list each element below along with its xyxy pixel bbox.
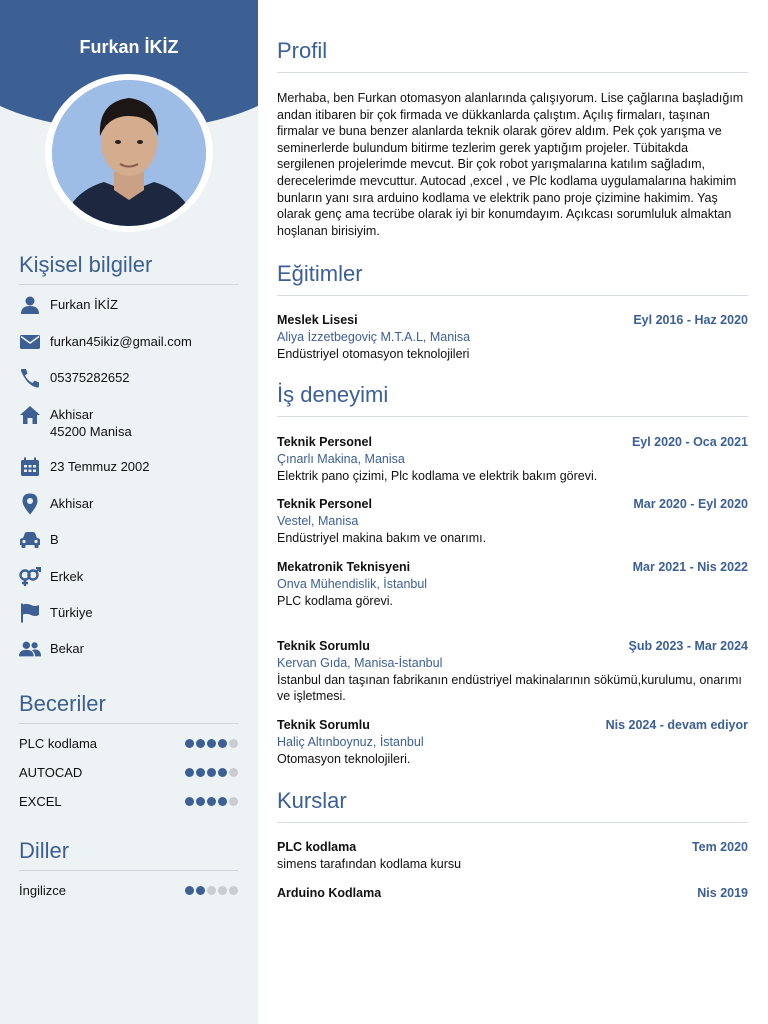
profile-photo (52, 80, 206, 226)
skill-row: AUTOCAD (19, 765, 238, 780)
education-entry: Meslek Lisesi Eyl 2016 - Haz 2020 Aliya İzzetbegoviç M.T.A.L, Manisa Endüstriyel otomasyon teknolojileri (277, 313, 748, 361)
personal-info-list (19, 294, 238, 674)
courses-title: Kurslar (277, 788, 748, 823)
rating-dot-empty (229, 797, 238, 806)
language-rating (185, 886, 238, 895)
mail-icon (19, 331, 41, 353)
rating-dot-empty (229, 768, 238, 777)
info-row-birthdate: 23 Temmuz 2002 (19, 456, 150, 478)
rating-dot-empty (229, 886, 238, 895)
home-icon (19, 404, 41, 426)
skill-rating (185, 768, 238, 777)
sidebar (0, 0, 258, 1024)
profile-title: Profil (277, 38, 748, 73)
flag-icon (19, 602, 41, 624)
info-row-nationality: Türkiye (19, 602, 93, 624)
info-row-marital-status: Bekar (19, 638, 84, 660)
people-icon (19, 638, 41, 660)
experience-entry: Teknik Sorumlu Nis 2024 - devam ediyor Haliç Altınboynuz, İstanbul Otomasyon teknolojileri. (277, 718, 748, 766)
experience-entry: Teknik Sorumlu Şub 2023 - Mar 2024 Kervan Gıda, Manisa-İstanbul İstanbul dan taşınan fabrikanın endüstriyel makinalarının sökümü,kurulumu, onarımı ve işletmesi. (277, 639, 748, 704)
rating-dot-filled (185, 768, 194, 777)
rating-dot-empty (207, 886, 216, 895)
rating-dot-filled (218, 739, 227, 748)
rating-dot-filled (218, 768, 227, 777)
languages-list (19, 883, 238, 913)
rating-dot-filled (185, 797, 194, 806)
personal-info-title: Kişisel bilgiler (19, 252, 238, 285)
rating-dot-filled (185, 739, 194, 748)
calendar-icon (19, 456, 41, 478)
skills-list (19, 736, 238, 826)
info-row-license: B (19, 529, 59, 551)
gender-icon (19, 566, 41, 588)
location-pin-icon (19, 493, 41, 515)
language-row: İngilizce (19, 883, 238, 898)
car-icon (19, 529, 41, 551)
rating-dot-empty (218, 886, 227, 895)
skills-section (19, 691, 238, 724)
rating-dot-filled (185, 886, 194, 895)
experience-title: İş deneyimi (277, 382, 748, 417)
skill-row: PLC kodlama (19, 736, 238, 751)
info-row-address: Akhisar 45200 Manisa (19, 404, 132, 440)
candidate-name: Furkan İKİZ (79, 37, 179, 57)
info-row-name: Furkan İKİZ (19, 294, 118, 316)
skill-rating (185, 797, 238, 806)
rating-dot-filled (196, 768, 205, 777)
rating-dot-filled (196, 886, 205, 895)
info-row-phone: 05375282652 (19, 367, 130, 389)
rating-dot-filled (196, 797, 205, 806)
info-row-gender: Erkek (19, 566, 83, 588)
phone-icon (19, 367, 41, 389)
experience-entry: Teknik Personel Mar 2020 - Eyl 2020 Vestel, Manisa Endüstriyel makina bakım ve onarımı. (277, 497, 748, 545)
rating-dot-filled (207, 768, 216, 777)
rating-dot-filled (207, 739, 216, 748)
rating-dot-filled (207, 797, 216, 806)
skill-rating (185, 739, 238, 748)
personal-info-section (19, 252, 238, 285)
education-title: Eğitimler (277, 261, 748, 296)
skills-title: Beceriler (19, 691, 238, 724)
skill-row: EXCEL (19, 794, 238, 809)
rating-dot-filled (218, 797, 227, 806)
info-row-email: furkan45ikiz@gmail.com (19, 331, 192, 353)
course-entry: PLC kodlama Tem 2020 simens tarafından kodlama kursu (277, 840, 748, 871)
languages-section (19, 838, 238, 871)
info-row-birthplace: Akhisar (19, 493, 93, 515)
course-entry: Arduino Kodlama Nis 2019 (277, 886, 748, 900)
rating-dot-empty (229, 739, 238, 748)
languages-title: Diller (19, 838, 238, 871)
profile-text: Merhaba, ben Furkan otomasyon alanlarında çalışıyorum. Lise çağlarına başladığım andan itibaren bir çok firmada ve dükkanlarda çalıştım. Açılış firmaları, taşınan firmalar ve buna benzer alanlarda teknik olarak görev aldım. Pek çok yarışma ve seminerlerde bulundum bitirme tezlerim gerek yaptığım projeler. Tübitakda sergilenen projelerimde mevcut. Bir çok robot yarışmalarına katılım sağladım, derecelerimde mevcuttur. Autocad ,excel , ve Plc kodlama uygulamalarına hakimim bunların yanı sıra arduino kodlama ve elektrik pano proje çizimine hakimim. Yaş olarak genç ama tecrübe olarak iyi bir konumdayım. Açıkcası sorumluluk almaktan hoşlanan birisiyim. (277, 91, 744, 238)
experience-entry: Teknik Personel Eyl 2020 - Oca 2021 Çınarlı Makina, Manisa Elektrik pano çizimi, Plc kodlama ve elektrik bakım görevi. (277, 435, 748, 483)
rating-dot-filled (196, 739, 205, 748)
user-icon (19, 294, 41, 316)
experience-entry: Mekatronik Teknisyeni Mar 2021 - Nis 2022 Onva Mühendislik, İstanbul PLC kodlama görevi. (277, 560, 748, 608)
